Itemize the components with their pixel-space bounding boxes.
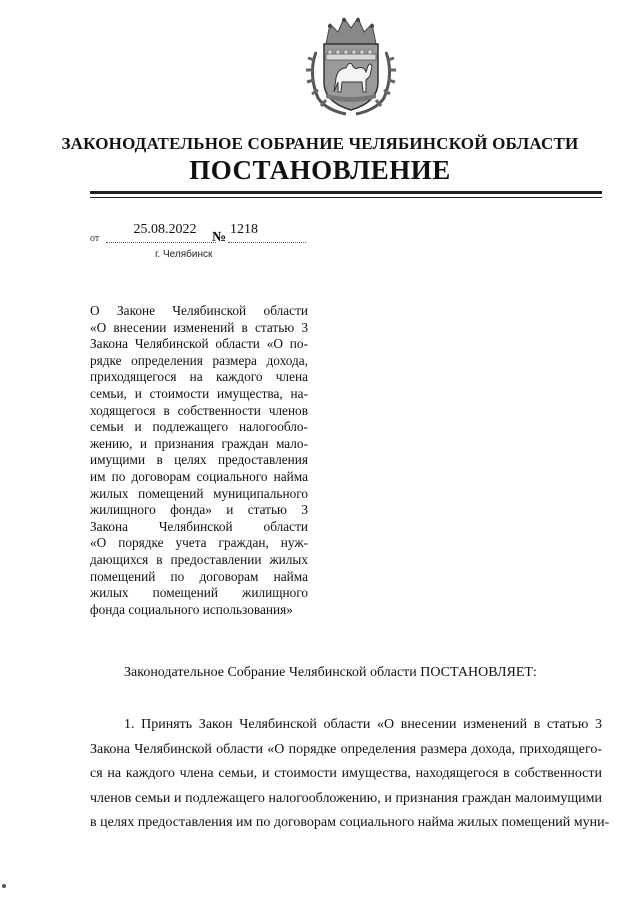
subject-line: рядке определения размера дохода, <box>90 352 308 368</box>
subject-line: жилых помещений муниципального <box>90 485 308 501</box>
subject-line: семьи, и стоимости имущества, на- <box>90 385 308 401</box>
header-divider-thin <box>90 197 602 198</box>
body-line: Закона Челябинской области «О порядке определения размера дохода, приходящего- <box>90 741 602 757</box>
subject-line: помещений по договорам найма <box>90 568 308 584</box>
body-line: членов семьи и подлежащего налогообложению, и признания граждан малоимущими <box>90 790 602 806</box>
number-sign: № <box>212 230 227 245</box>
document-number: 1218 <box>230 222 258 237</box>
subject-line: приходящегося на каждого члена <box>90 369 308 385</box>
body-line: в целях предоставления им по договорам социального найма жилых помещений муни- <box>90 815 610 831</box>
scan-mark <box>2 884 6 888</box>
document-type-title: ПОСТАНОВЛЕНИЕ <box>189 155 451 185</box>
subject-line: Закона Челябинской области «О по- <box>90 336 308 352</box>
subject-line: «О порядке учета граждан, нуж- <box>90 535 308 551</box>
city-label: г. Челябинск <box>155 249 213 260</box>
body-line: 1. Принять Закон Челябинской области «О внесении изменений в статью 3 <box>124 717 602 732</box>
number-underline <box>228 242 306 243</box>
subject-line: О Законе Челябинской области <box>90 303 308 318</box>
subject-line: жению, и признания граждан мало- <box>90 435 308 451</box>
subject-block <box>90 303 308 618</box>
subject-line: жилищного фонда» и статью 3 <box>90 502 308 518</box>
subject-line: «О внесении изменений в статью 3 <box>90 319 308 335</box>
subject-line: ходящегося в собственности членов <box>90 402 308 418</box>
body-line: ся на каждого члена семьи, и стоимости имущества, находящегося в собственности <box>90 766 602 782</box>
body-paragraph <box>90 713 610 836</box>
subject-line: семьи и подлежащего налогообло- <box>90 419 308 435</box>
subject-line: дающихся в предоставлении жилых <box>90 551 308 567</box>
subject-line: им по договорам социального найма <box>90 468 308 484</box>
decree-statement: Законодательное Собрание Челябинской области ПОСТАНОВЛЯЕТ: <box>124 665 537 680</box>
header-divider-thick <box>90 191 602 194</box>
subject-line: Закона Челябинской области <box>90 518 308 534</box>
date-underline <box>106 242 216 243</box>
chelyabinsk-coat-of-arms-icon <box>296 14 406 118</box>
subject-line: жилых помещений жилищного <box>90 585 308 601</box>
document-date: 25.08.2022 <box>133 222 197 237</box>
subject-line: фонда социального использования» <box>90 601 293 617</box>
date-prefix: от <box>90 233 100 244</box>
subject-line: имущими в целях предоставления <box>90 452 308 468</box>
organization-title: ЗАКОНОДАТЕЛЬНОЕ СОБРАНИЕ ЧЕЛЯБИНСКОЙ ОБЛАСТИ <box>61 134 579 153</box>
